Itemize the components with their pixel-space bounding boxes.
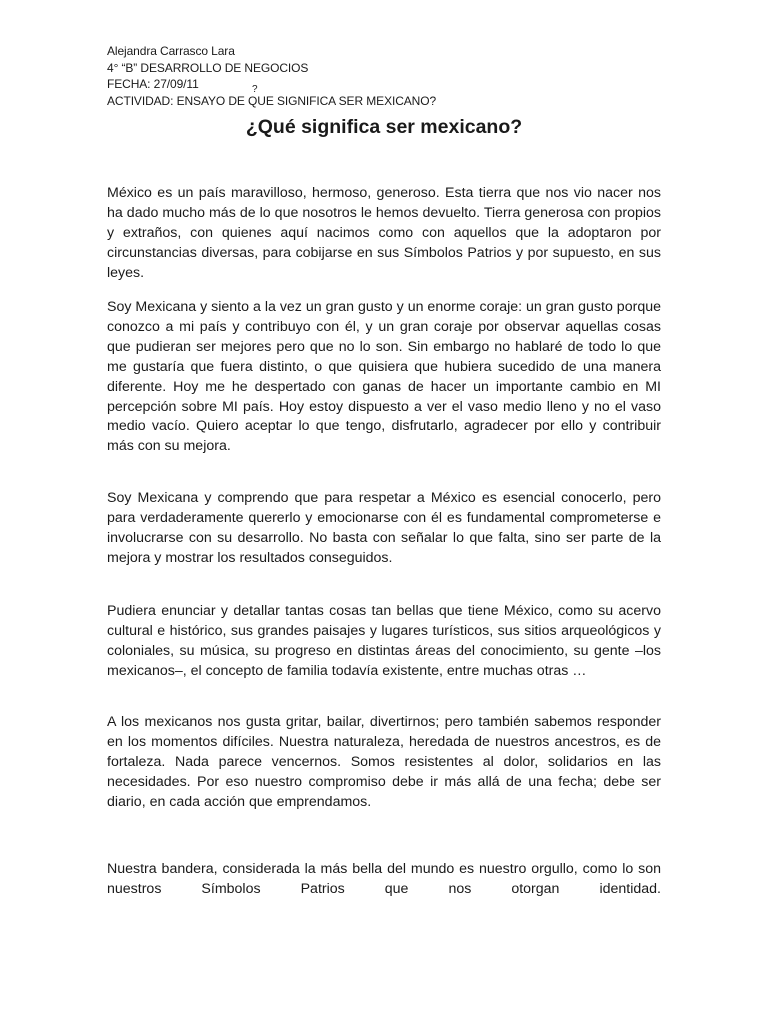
paragraph-2: Soy Mexicana y siento a la vez un gran gusto y un enorme coraje: un gran gusto porque conozco a mi país y contribuyo con él, y un gran coraje por observar aquellas cosas que pudieran ser mejores pero que no lo son. Sin embargo no hablaré de todo lo que me gustaría que fuera distinto, o que quisiera que hubiera sucedido de una manera diferente. Hoy me he despertado con ganas de hacer un importante cambio en MI percepción sobre MI país. Hoy estoy dispuesto a ver el vaso medio lleno y no el vaso medio vacío. Quiero aceptar lo que tengo, disfrutarlo, agradecer por ello y contribuir más con su mejora. (107, 299, 661, 455)
activity-line: ACTIVIDAD: ENSAYO DE QUE SIGNIFICA SER MEXICANO? (107, 93, 437, 108)
document-header (107, 43, 667, 109)
author-name: Alejandra Carrasco Lara (107, 44, 235, 58)
paragraph-5: A los mexicanos nos gusta gritar, bailar, divertirnos; pero también sabemos responder en los momentos difíciles. Nuestra naturaleza, heredada de nuestros ancestros, es de fortaleza. Nada parece vencernos. Somos resistentes al dolor, solidarios en las necesidades. Por eso nuestro compromiso debe ir más allá de una fecha; debe ser diario, en cada acción que emprendamos. (107, 714, 661, 810)
document-title: ¿Qué significa ser mexicano? (245, 116, 523, 138)
paragraph-1: México es un país maravilloso, hermoso, generoso. Esta tierra que nos vio nacer nos ha dado mucho más de lo que nosotros le hemos devuelto. Tierra generosa con propios y extraños, con quienes aquí nacimos como con aquellos que la adoptaron por circunstancias diversas, para cobijarse en sus Símbolos Patrios y por supuesto, en sus leyes. (107, 185, 661, 281)
date-line: FECHA: 27/09/11 (107, 77, 199, 91)
paragraph-6: Nuestra bandera, considerada la más bella del mundo es nuestro orgullo, como lo son nuestros Símbolos Patrios que nos otorgan identidad. (107, 861, 661, 897)
activity-question-mark: ? (252, 83, 258, 95)
group-line: 4° “B” DESARROLLO DE NEGOCIOS (107, 60, 309, 75)
paragraph-3: Soy Mexicana y comprendo que para respetar a México es esencial conocerlo, pero para verdaderamente quererlo y emocionarse con él es fundamental comprometerse e involucrarse con su desarrollo. No basta con señalar lo que falta, sino ser parte de la mejora y mostrar los resultados conseguidos. (107, 490, 661, 566)
paragraph-4: Pudiera enunciar y detallar tantas cosas tan bellas que tiene México, como su acervo cultural e histórico, sus grandes paisajes y lugares turísticos, sus sitios arqueológicos y coloniales, su música, su progreso en distintas áreas del conocimiento, su gente –los mexicanos–, el concepto de familia todavía existente, entre muchas otras … (107, 603, 661, 679)
